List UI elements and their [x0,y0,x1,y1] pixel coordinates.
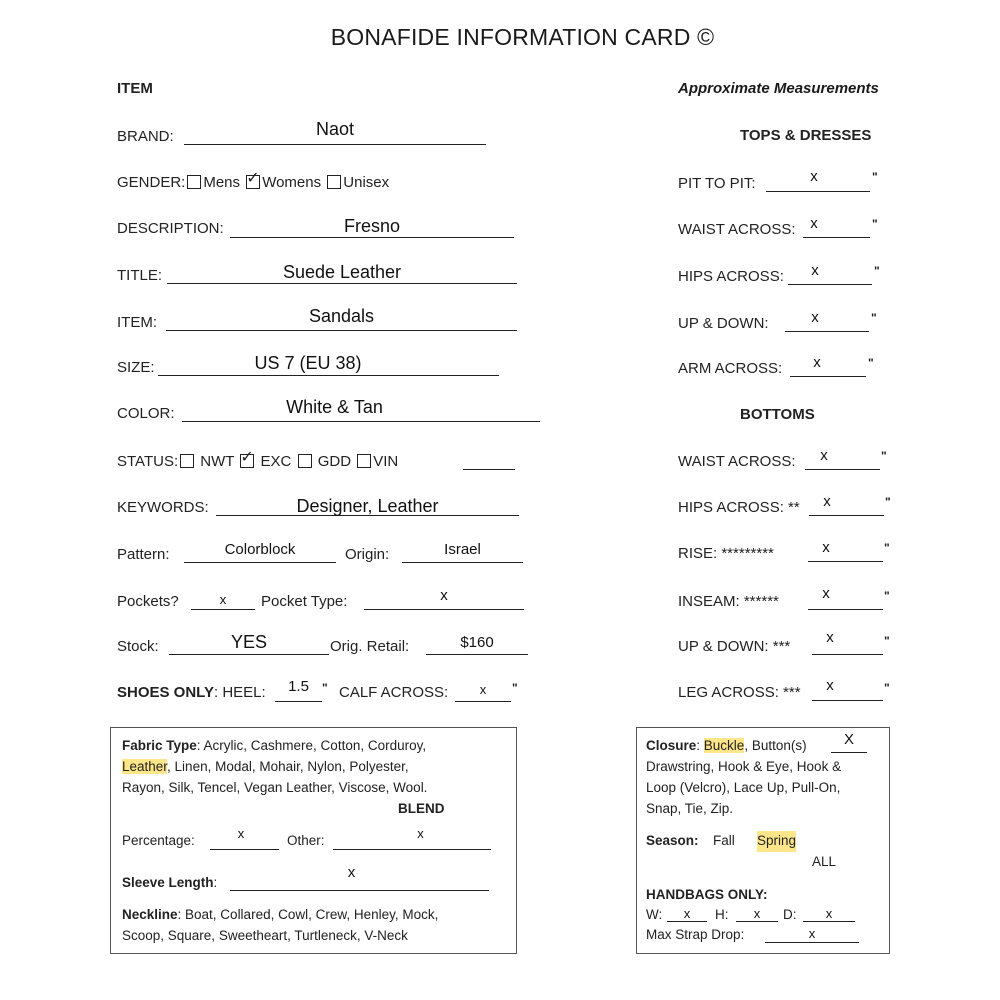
handbags-only-label: HANDBAGS ONLY: [646,887,768,902]
bottoms-leg-label: LEG ACROSS: *** [678,684,801,701]
description-label: DESCRIPTION: [117,220,224,237]
closure-value[interactable]: X [843,731,854,748]
tops-updown-value[interactable]: x [811,309,819,326]
description-line [230,237,514,238]
pockets-value[interactable]: x [219,592,227,607]
gender-mens-label: Mens [203,174,241,191]
fabric-type-line-2 [122,757,409,778]
blend-note: BLEND [398,801,445,816]
status-vin-checkbox[interactable] [357,454,371,468]
sleeve-length-colon: : [213,875,218,890]
bottoms-rise-line [808,561,883,562]
pockets-label: Pockets? [117,593,179,610]
handbag-h-value[interactable]: x [753,906,761,921]
bottoms-inseam-line [808,609,883,610]
gender-mens-checkbox[interactable] [187,175,201,189]
bottoms-waist-value[interactable]: x [820,447,828,464]
gender-field [117,170,390,191]
fabric-type-line-3: Rayon, Silk, Tencel, Vegan Leather, Viscose, Wool. [122,780,428,795]
bottoms-hips-line [809,515,884,516]
closure-box [636,727,890,954]
sleeve-length-value[interactable]: x [347,864,356,881]
bottoms-inseam-value[interactable]: x [822,585,830,602]
measurements-heading: Approximate Measurements [678,80,879,97]
item-value[interactable]: Sandals [308,306,375,326]
keywords-value[interactable]: Designer, Leather [296,496,439,516]
tops-hips-label: HIPS ACROSS: [678,268,784,285]
bottoms-heading: BOTTOMS [740,406,815,423]
status-vin-label: VIN [373,453,399,470]
tops-pit-inch: " [872,170,878,184]
stock-value[interactable]: YES [230,632,268,652]
brand-value[interactable]: Naot [315,119,355,139]
status-nwt-label: NWT [200,453,235,470]
tops-arm-value[interactable]: x [813,354,821,371]
tops-updown-inch: " [871,311,877,325]
status-nwt-checkbox[interactable] [180,454,194,468]
bottoms-leg-inch: " [884,681,890,695]
handbag-w-label: W: [646,907,663,922]
bottoms-updown-line [812,654,883,655]
tops-waist-label: WAIST ACROSS: [678,221,796,238]
pattern-line [184,562,336,563]
bottoms-hips-inch: " [885,495,891,509]
tops-hips-inch: " [874,264,880,278]
bottoms-inseam-label: INSEAM: ****** [678,593,779,610]
bottoms-rise-inch: " [884,541,890,555]
bottoms-leg-value[interactable]: x [826,677,834,694]
shoes-only-field [117,684,266,701]
brand-label: BRAND: [117,128,174,145]
tops-heading: TOPS & DRESSES [740,127,872,144]
size-label: SIZE: [117,359,155,376]
origin-line [402,562,523,563]
bottoms-waist-label: WAIST ACROSS: [678,453,796,470]
shoes-only-label: SHOES ONLY [117,684,214,701]
size-value[interactable]: US 7 (EU 38) [254,353,362,373]
tops-pit-line [766,191,870,192]
tops-waist-value[interactable]: x [810,215,818,232]
keywords-label: KEYWORDS: [117,499,209,516]
gender-womens-checkbox[interactable] [246,170,260,189]
neckline-line-2: Scoop, Square, Sweetheart, Turtleneck, V-Neck [122,928,408,943]
item-line [166,330,517,331]
closure-colon: : [696,738,704,753]
bottoms-leg-line [812,700,883,701]
fabric-type-options-1: : Acrylic, Cashmere, Cotton, Corduroy, [196,738,427,753]
bottoms-rise-label: RISE: ********* [678,545,774,562]
gender-womens-label: Womens [262,174,322,191]
tops-arm-line [790,376,866,377]
bottoms-rise-value[interactable]: x [822,539,830,556]
gender-label: GENDER: [117,174,186,191]
status-exc-checkbox[interactable] [240,449,254,468]
status-line [463,469,515,470]
percentage-value[interactable]: x [237,826,245,841]
size-line [158,375,499,376]
handbag-w-value[interactable]: x [683,906,691,921]
sleeve-length-label: Sleeve Length [122,875,214,890]
bottoms-updown-value[interactable]: x [826,629,834,646]
handbag-d-value[interactable]: x [825,906,833,921]
neckline-options-1: : Boat, Collared, Cowl, Crew, Henley, Mock, [177,907,439,922]
check-icon: ✓ [246,170,260,187]
brand-line [184,144,486,145]
handbag-h-label: H: [715,907,729,922]
color-line [182,421,540,422]
tops-pit-value[interactable]: x [810,168,818,185]
sleeve-length-line [230,890,489,891]
pattern-label: Pattern: [117,546,170,563]
bottoms-hips-label: HIPS ACROSS: ** [678,499,800,516]
title-label: TITLE: [117,267,163,284]
sleeve-length-field [122,873,217,894]
neckline-line-1 [122,905,438,926]
calf-inch-mark: " [512,681,518,695]
description-value[interactable]: Fresno [343,216,401,236]
status-label: STATUS: [117,453,179,470]
title-value[interactable]: Suede Leather [282,262,402,282]
calf-across-value[interactable]: x [479,682,487,697]
status-gdd-checkbox[interactable] [298,454,312,468]
percentage-line [210,849,279,850]
heel-inch-mark: " [322,681,328,695]
tops-waist-line [803,237,870,238]
season-label: Season: [646,833,699,848]
title-line [167,283,517,284]
bottoms-updown-label: UP & DOWN: *** [678,638,791,655]
season-all: ALL [812,854,837,869]
origin-value[interactable]: Israel [444,541,481,558]
closure-line-2: Drawstring, Hook & Eye, Hook & [646,759,842,774]
bottoms-waist-inch: " [881,449,887,463]
fabric-leather-highlight[interactable]: Leather [122,759,168,774]
item-heading: ITEM [117,80,153,97]
tops-hips-value[interactable]: x [811,262,819,279]
heel-value[interactable]: 1.5 [288,678,309,695]
tops-arm-inch: " [868,356,874,370]
color-label: COLOR: [117,405,175,422]
tops-arm-label: ARM ACROSS: [678,360,783,377]
strap-drop-label: Max Strap Drop: [646,927,745,942]
other-label: Other: [287,833,325,848]
percentage-label: Percentage: [122,833,195,848]
origin-label: Origin: [345,546,390,563]
other-line [333,849,491,850]
fabric-type-label: Fabric Type [122,738,197,753]
calf-across-line [455,701,511,702]
stock-label: Stock: [117,638,159,655]
closure-options-1: , Button(s) [744,738,807,753]
fabric-type-options-2: , Linen, Modal, Mohair, Nylon, Polyester, [167,759,409,774]
tops-updown-line [785,331,869,332]
closure-line-1 [646,736,807,757]
fabric-type-line-1 [122,736,426,757]
bottoms-waist-line [805,469,880,470]
card-title: BONAFIDE INFORMATION CARD © [330,24,715,50]
pattern-value[interactable]: Colorblock [224,541,296,558]
gender-unisex-checkbox[interactable] [327,175,341,189]
status-field [117,449,399,470]
season-spring-highlight[interactable]: Spring [757,831,796,852]
orig-retail-label: Orig. Retail: [330,638,410,655]
strap-drop-value[interactable]: x [808,926,816,941]
item-label: ITEM: [117,314,157,331]
tops-waist-inch: " [872,217,878,231]
closure-line-3: Loop (Velcro), Lace Up, Pull-On, [646,780,841,795]
tops-hips-line [788,284,872,285]
fabric-box [110,727,517,954]
color-value[interactable]: White & Tan [286,397,383,417]
bottoms-updown-inch: " [884,634,890,648]
other-value[interactable]: x [417,826,424,841]
tops-updown-label: UP & DOWN: [678,315,769,332]
orig-retail-line [426,654,528,655]
heel-line [275,701,322,702]
tops-pit-label: PIT TO PIT: [678,175,756,192]
heel-label: : HEEL: [213,684,266,701]
status-gdd-label: GDD [317,453,352,470]
season-fall[interactable]: Fall [713,833,735,848]
pocket-type-label: Pocket Type: [261,593,348,610]
gender-unisex-label: Unisex [343,174,390,191]
closure-line [831,752,867,753]
closure-line-4: Snap, Tie, Zip. [646,801,734,816]
bottoms-inseam-inch: " [884,589,890,603]
handbag-d-label: D: [783,907,797,922]
pocket-type-value[interactable]: x [440,587,448,604]
pocket-type-line [364,609,524,610]
orig-retail-value[interactable]: $160 [460,634,494,651]
bottoms-hips-value[interactable]: x [823,493,831,510]
stock-line [169,654,329,655]
closure-label: Closure [646,738,697,753]
closure-buckle-highlight[interactable]: Buckle [703,738,745,753]
calf-across-label: CALF ACROSS: [339,684,449,701]
status-exc-label: EXC [260,453,292,470]
neckline-label: Neckline [122,907,178,922]
check-icon: ✓ [240,449,254,466]
